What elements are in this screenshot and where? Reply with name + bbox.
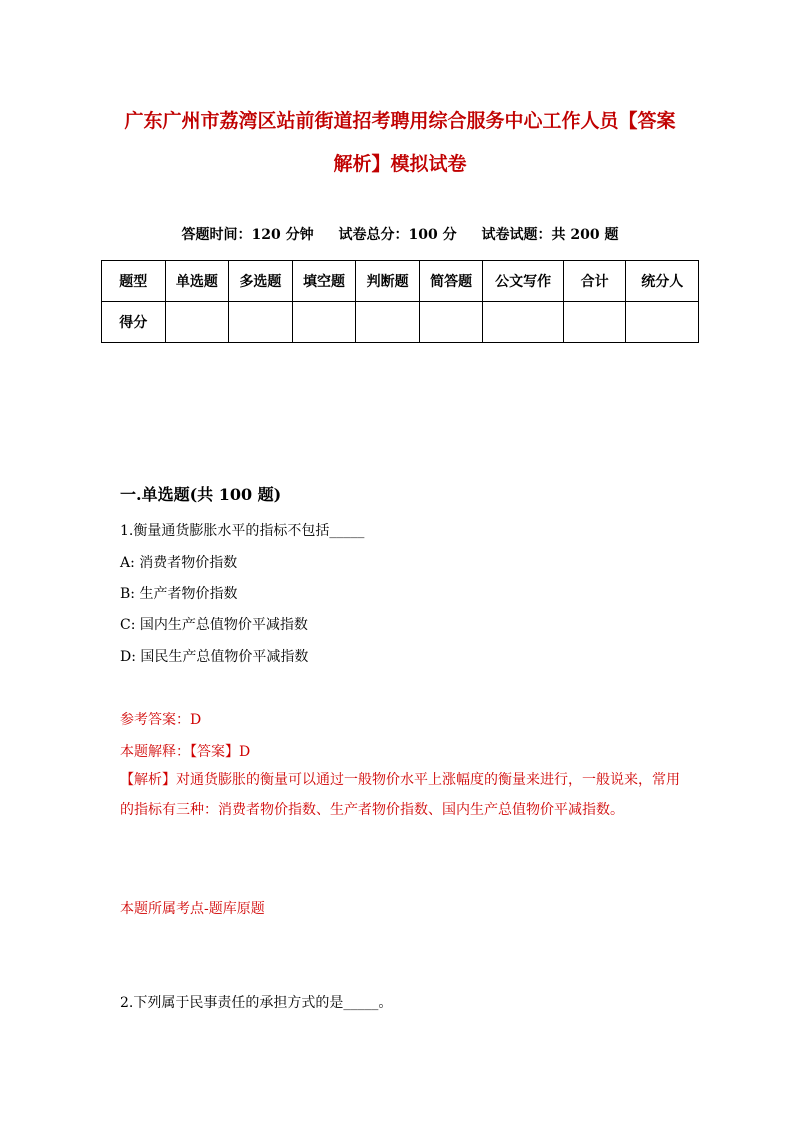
header-true-false: 判断题 <box>356 261 420 302</box>
score-cell <box>165 302 229 343</box>
header-single-choice: 单选题 <box>165 261 229 302</box>
header-fill-blank: 填空题 <box>292 261 356 302</box>
score-cell <box>419 302 483 343</box>
document-title-line2: 解析】模拟试卷 <box>333 153 467 175</box>
score-cell <box>292 302 356 343</box>
question1-stem: 1.衡量通货膨胀水平的指标不包括_____ <box>120 523 365 539</box>
score-table <box>101 260 699 343</box>
exam-meta <box>0 224 800 244</box>
section-title: 一.单选题(共 100 题) <box>120 485 282 504</box>
score-cell <box>356 302 420 343</box>
question1-option-c: C: 国内生产总值物价平减指数 <box>120 617 308 633</box>
question1-option-d: D: 国民生产总值物价平减指数 <box>120 649 309 665</box>
question1-source: 本题所属考点-题库原题 <box>120 901 265 917</box>
score-table-header-row <box>102 261 699 302</box>
header-scorer: 统分人 <box>626 261 699 302</box>
score-cell <box>229 302 293 343</box>
header-short-answer: 简答题 <box>419 261 483 302</box>
exam-time: 答题时间：120 分钟 <box>181 227 314 243</box>
question1-option-a: A: 消费者物价指数 <box>120 555 238 571</box>
header-multi-choice: 多选题 <box>229 261 293 302</box>
question2-stem: 2.下列属于民事责任的承担方式的是_____。 <box>120 995 393 1011</box>
exam-total-score: 试卷总分：100 分 <box>338 227 457 243</box>
question1-option-b: B: 生产者物价指数 <box>120 586 238 602</box>
header-total: 合计 <box>563 261 626 302</box>
header-official-writing: 公文写作 <box>483 261 563 302</box>
score-cell <box>483 302 563 343</box>
score-table-score-row <box>102 302 699 343</box>
question1-explanation-head: 本题解释：【答案】D <box>120 744 251 760</box>
score-cell <box>626 302 699 343</box>
question1-answer: 参考答案：D <box>120 712 202 728</box>
document-title-line1: 广东广州市荔湾区站前街道招考聘用综合服务中心工作人员【答案 <box>124 110 676 132</box>
score-row-label: 得分 <box>102 302 166 343</box>
score-cell <box>563 302 626 343</box>
question1-explanation-body: 【解析】对通货膨胀的衡量可以通过一般物价水平上涨幅度的衡量来进行，一般说来，常用的指标有三种：消费者物价指数、生产者物价指数、国内生产总值物价平减指数。 <box>120 772 680 818</box>
exam-question-count: 试卷试题：共 200 题 <box>481 227 619 243</box>
header-type: 题型 <box>102 261 166 302</box>
